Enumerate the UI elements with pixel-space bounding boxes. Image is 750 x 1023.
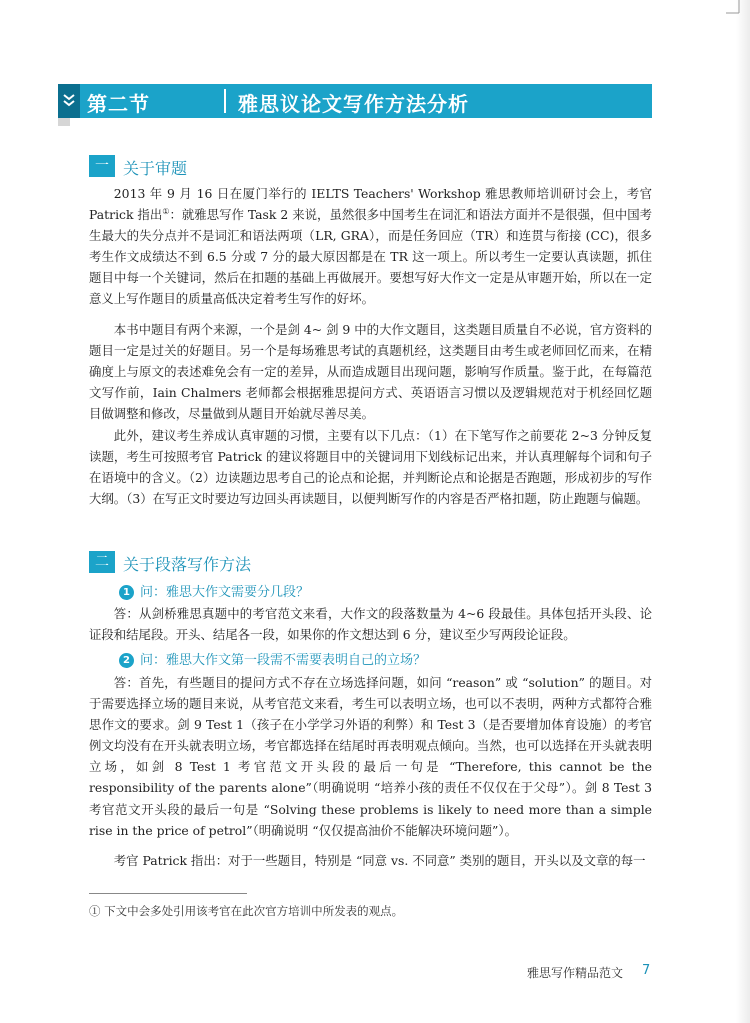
- paragraph-2: 本书中题目有两个来源，一个是剑 4~ 剑 9 中的大作文题目，这类题目质量自不必说，官方资料的题目一定是过关的好题目。另一个是每场雅思考试的真题机经，这类题目由考生或老师回忆而来，在精确度上与原文的表述难免会有一定的差异，从而造成题目出现问题，影响写作质量。鉴于此，在每篇范文写作前，Iain Chalmers 老师都会根据雅思提问方式、英语语言习惯以及逻辑规范对于机经回忆题目做调整和修改，尽量做到从题目开始就尽善尽美。: [89, 322, 652, 422]
- heading-text: 关于审题: [123, 159, 188, 178]
- paragraph-1-text: 2013 年 9 月 16 日在厦门举行的 IELTS Teachers' Workshop 雅思教师培训研讨会上，考官 Patrick 指出: [89, 186, 652, 223]
- page-number: 7: [642, 963, 651, 978]
- banner-divider: [224, 89, 226, 113]
- heading-marker: 二: [89, 551, 115, 573]
- running-footer-title: 雅思写作精品范文: [527, 966, 624, 980]
- question-number: 2: [119, 653, 134, 668]
- footnote-divider: [89, 893, 247, 894]
- footnote: ① 下文中会多处引用该考官在此次官方培训中所发表的观点。: [89, 904, 404, 918]
- question-1: [119, 581, 309, 601]
- question-2: [119, 649, 426, 669]
- answer-2: 答：首先，有些题目的提问方式不存在立场选择问题，如问 “reason” 或 “solution” 的题目。对于需要选择立场的题目来说，从考官范文来看，考生可以表明立场，也可以不表明，两种方式都符合雅思作文的要求。剑 9 Test 1（孩子在小学学习外语的利弊）和 Test 3（是否要增加体育设施）的考官例文均没有在开头就表明立场，考官都选择在结尾时再表明观点倾向。当然，也可以选择在开头就表明立场，如剑 8 Test 1 考官范文开头段的最后一句是 “Therefore, this cannot be the responsibility of the parents alone”（明确说明 “培养小孩的责任不仅仅在于父母”）。剑 8 Test 3 考官范文开头段的最后一句是 “Solving these problems is likely to need more than a simple rise in the price of petrol”（明确说明 “仅仅提高油价不能解决环境问题”）。: [89, 675, 652, 838]
- section-title: 雅思议论文写作方法分析: [238, 92, 469, 116]
- footnote-ref: ①: [162, 206, 170, 216]
- corner-mark-icon: [726, 0, 740, 14]
- paragraph-last: 考官 Patrick 指出：对于一些题目，特别是 “同意 vs. 不同意” 类别的题目，开头以及文章的每一: [113, 853, 646, 868]
- question-number: 1: [119, 585, 134, 600]
- paragraph-1-text-cont: ：就雅思写作 Task 2 来说，虽然很多中国考生在词汇和语法方面并不是很强，但中国考生最大的失分点并不是词汇和语法两项（LR, GRA），而是任务回应（TR）和连贯与衔接 (CC)，很多考生作文成绩达不到 6.5 分或 7 分的最大原因都是在 TR 这一项上。所以考生一定要认真读题，抓住题目中每一个关键词，然后在扣题的基础上再做展开。要想写好大作文一定是从审题开始，所以在一定意义上写作题目的质量高低决定着考生写作的好坏。: [89, 207, 653, 307]
- question-text: 问：雅思大作文需要分几段？: [140, 585, 310, 600]
- heading-marker: 一: [89, 155, 115, 177]
- paragraph-3: 此外，建议考生养成认真审题的习惯，主要有以下几点：（1）在下笔写作之前要花 2~3 分钟反复读题，考生可按照考官 Patrick 的建议将题目中的关键词用下划线标记出来，并认真理解每个词和句子在语境中的含义。（2）边读题边思考自己的论点和论据，并判断论点和论据是否跑题，形成初步的写作大纲。（3）在写正文时要边写边回头再读题目，以便判断写作的内容是否严格扣题，防止跑题与偏题。: [89, 428, 652, 507]
- banner-rail: [58, 118, 70, 126]
- section-banner: [58, 84, 652, 118]
- answer-1: 答：从剑桥雅思真题中的考官范文来看，大作文的段落数量为 4~6 段最佳。具体包括开头段、论证段和结尾段。开头、结尾各一段，如果你的作文想达到 6 分，建议至少写两段论证段。: [89, 606, 652, 643]
- chevron-down-icon: [58, 84, 80, 118]
- page-edge-shadow: [736, 0, 750, 1023]
- heading-text: 关于段落写作方法: [123, 555, 252, 574]
- section-number: 第二节: [87, 92, 150, 116]
- paragraph-1: [89, 183, 652, 310]
- question-text: 问：雅思大作文第一段需不需要表明自己的立场？: [140, 653, 427, 668]
